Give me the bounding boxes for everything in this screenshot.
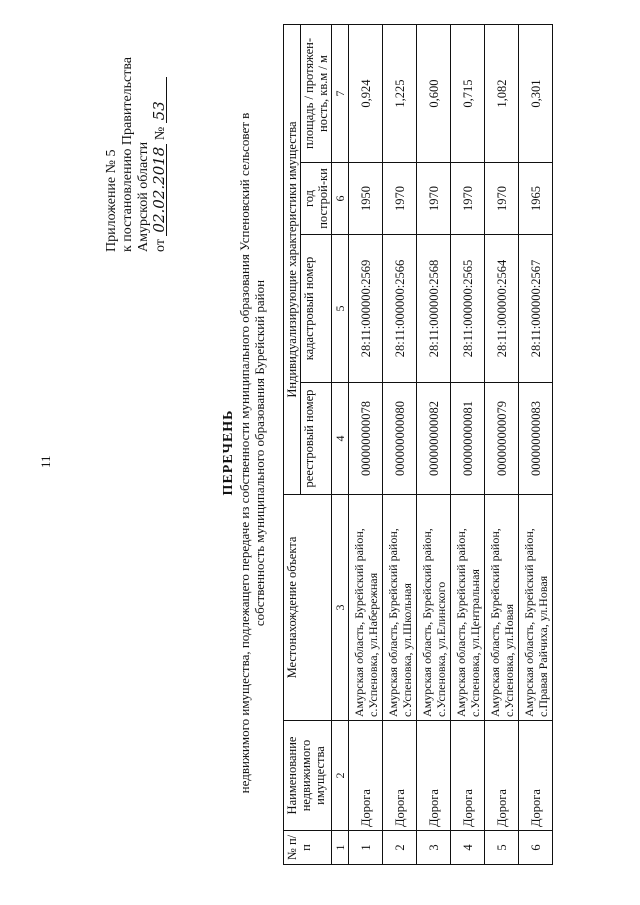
approval-block bbox=[104, 57, 169, 252]
header-num: № п/п bbox=[284, 831, 332, 865]
row-name: Дорога bbox=[485, 721, 519, 831]
row-name: Дорога bbox=[383, 721, 417, 831]
approval-line-1: Приложение № 5 bbox=[104, 149, 119, 252]
row-location: Амурская область, Бурейский район, с.Успеновка, ул.Школьная bbox=[383, 495, 417, 721]
row-cadastral: 28:11:000000:2567 bbox=[519, 235, 553, 383]
row-location: Амурская область, Бурейский район, с.Успеновка, ул.Елинского bbox=[417, 495, 451, 721]
approval-date-line bbox=[152, 57, 169, 252]
table-row bbox=[383, 25, 417, 865]
table-row bbox=[451, 25, 485, 865]
row-area: 1,082 bbox=[485, 25, 519, 163]
header-individual: Индивидуализирующие характеристики имущества bbox=[284, 25, 301, 495]
row-num: 1 bbox=[349, 831, 383, 865]
row-reg-number: 000000000083 bbox=[519, 383, 553, 495]
row-num: 3 bbox=[417, 831, 451, 865]
row-num: 6 bbox=[519, 831, 553, 865]
from-label: от bbox=[153, 239, 168, 252]
row-cadastral: 28:11:000000:2564 bbox=[485, 235, 519, 383]
page-number: 11 bbox=[38, 455, 53, 468]
col-num-5: 5 bbox=[332, 235, 349, 383]
row-area: 0,715 bbox=[451, 25, 485, 163]
row-area: 0,924 bbox=[349, 25, 383, 163]
number-label: № bbox=[153, 126, 168, 141]
row-location: Амурская область, Бурейский район, с.Правая Райчиха, ул.Новая bbox=[519, 495, 553, 721]
approval-line-2: к постановлению Правительства bbox=[120, 56, 135, 252]
row-reg-number: 000000000079 bbox=[485, 383, 519, 495]
col-num-6: 6 bbox=[332, 163, 349, 235]
col-num-1: 1 bbox=[332, 831, 349, 865]
row-num: 4 bbox=[451, 831, 485, 865]
row-location: Амурская область, Бурейский район, с.Успеновка, ул.Центральная bbox=[451, 495, 485, 721]
col-num-2: 2 bbox=[332, 721, 349, 831]
header-reg-number: реестровый номер bbox=[301, 383, 332, 495]
row-num: 2 bbox=[383, 831, 417, 865]
table-row bbox=[519, 25, 553, 865]
row-cadastral: 28:11:000000:2565 bbox=[451, 235, 485, 383]
row-year: 1970 bbox=[485, 163, 519, 235]
row-reg-number: 000000000078 bbox=[349, 383, 383, 495]
row-year: 1965 bbox=[519, 163, 553, 235]
row-name: Дорога bbox=[451, 721, 485, 831]
row-num: 5 bbox=[485, 831, 519, 865]
header-area: площадь / протяжен-ность, кв.м / м bbox=[301, 25, 332, 163]
row-name: Дорога bbox=[417, 721, 451, 831]
row-reg-number: 000000000080 bbox=[383, 383, 417, 495]
row-reg-number: 000000000081 bbox=[451, 383, 485, 495]
row-location: Амурская область, Бурейский район, с.Успеновка, ул.Новая bbox=[485, 495, 519, 721]
column-number-row bbox=[332, 25, 349, 865]
row-cadastral: 28:11:000000:2569 bbox=[349, 235, 383, 383]
col-num-3: 3 bbox=[332, 495, 349, 721]
row-cadastral: 28:11:000000:2566 bbox=[383, 235, 417, 383]
table-row bbox=[349, 25, 383, 865]
approval-line-3: Амурской области bbox=[136, 141, 151, 252]
row-area: 0,301 bbox=[519, 25, 553, 163]
handwritten-number: 53 bbox=[152, 77, 167, 123]
col-num-4: 4 bbox=[332, 383, 349, 495]
row-reg-number: 000000000082 bbox=[417, 383, 451, 495]
header-location: Местонахождение объекта bbox=[284, 495, 332, 721]
header-name: Наименование недвижимого имущества bbox=[284, 721, 332, 831]
document-title: ПЕРЕЧЕНЬ bbox=[221, 409, 236, 496]
row-year: 1970 bbox=[383, 163, 417, 235]
row-name: Дорога bbox=[519, 721, 553, 831]
handwritten-date: 02.02.2018 bbox=[152, 144, 167, 236]
header-year: год построй-ки bbox=[301, 163, 332, 235]
row-year: 1970 bbox=[451, 163, 485, 235]
header-cadastral: кадастровый номер bbox=[301, 235, 332, 383]
row-cadastral: 28:11:000000:2568 bbox=[417, 235, 451, 383]
document-subtitle: недвижимого имущества, подлежащего передаче из собственности муниципального образования Успеновский сельсовет в собственность муниципального образования Бурейский район bbox=[237, 112, 267, 794]
col-num-7: 7 bbox=[332, 25, 349, 163]
row-year: 1950 bbox=[349, 163, 383, 235]
row-location: Амурская область, Бурейский район, с.Успеновка, ул.Набережная bbox=[349, 495, 383, 721]
row-year: 1970 bbox=[417, 163, 451, 235]
row-area: 1,225 bbox=[383, 25, 417, 163]
property-table bbox=[283, 24, 553, 865]
row-name: Дорога bbox=[349, 721, 383, 831]
table-row bbox=[417, 25, 451, 865]
row-area: 0,600 bbox=[417, 25, 451, 163]
table-row bbox=[485, 25, 519, 865]
